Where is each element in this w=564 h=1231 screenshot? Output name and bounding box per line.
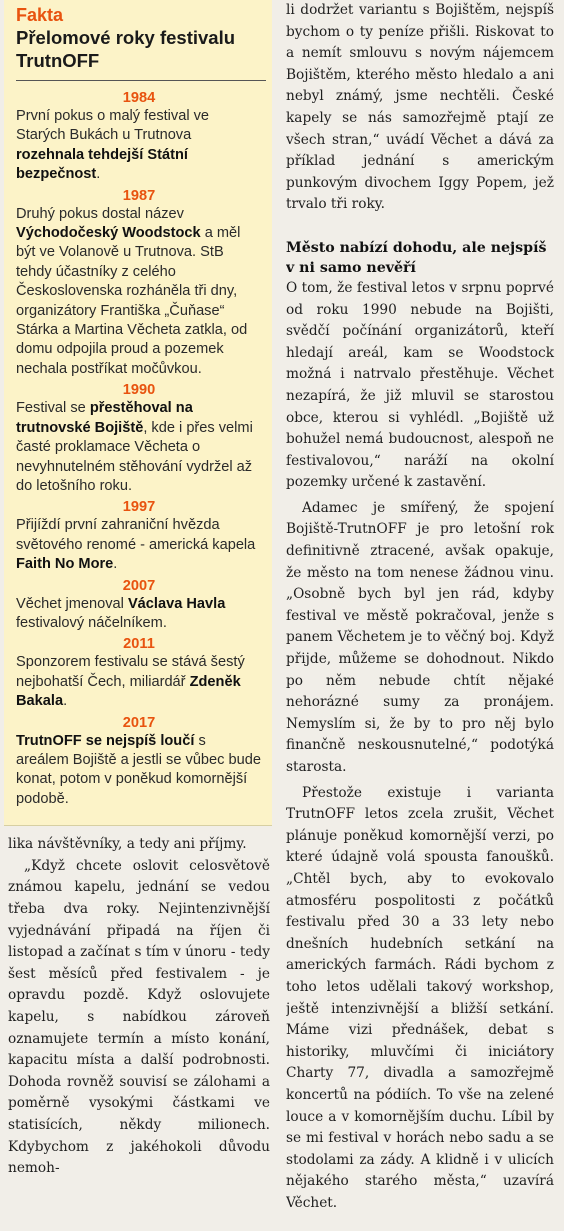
- timeline-year: 2011: [123, 636, 155, 653]
- timeline-text: Festival se přestěhoval na trutnovské Bojiště, kde i přes velmi časté proklamace Věcheta o nevyhnutelném stěhování vydržel až do letošního roku.: [16, 400, 253, 494]
- timeline-entry: [4, 577, 272, 634]
- timeline-entry: [4, 498, 272, 574]
- section-subheading: Město nabízí dohodu, ale nejspíš v ni samo nevěří: [286, 239, 547, 276]
- article-paragraph: lika návštěvníky, a tedy ani příjmy.: [8, 836, 247, 853]
- timeline-text: První pokus o malý festival ve Starých Bukách u Trutnova rozehnala tehdejší Státní bezpečnost.: [16, 108, 210, 183]
- timeline-text: Sponzorem festivalu se stává šestý nejbohatší Čech, miliardář Zdeněk Bakala.: [16, 654, 245, 710]
- timeline-text: Přijíždí první zahraniční hvězda světového renomé - americká kapela Faith No More.: [16, 517, 256, 573]
- left-column: [0, 0, 276, 1231]
- timeline-entry: [4, 187, 272, 380]
- fakta-header: [4, 0, 272, 72]
- fakta-box: [4, 0, 272, 826]
- article-paragraph: O tom, že festival letos v srpnu poprvé od roku 1990 nebude na Bojišti, svědčí počínání organizátorů, kteří hledají areál, kam se Woodstock možná i natrvalo přestěhuje. Věchet nezapírá, že již mluvil se starostou obce, kterou si vyhlédl. „Bojiště už bohužel nemá budoucnost, alespoň ne festivalovou,“ naráží na okolní pozemky určené k zastavění.: [286, 279, 554, 491]
- timeline-entry: [4, 714, 272, 810]
- timeline-text: TrutnOFF se nejspíš loučí s areálem Bojiště a jestli se vůbec bude konat, potom v poněkud komornější podobě.: [16, 732, 261, 807]
- timeline-year: 1984: [122, 90, 156, 106]
- timeline-year: 1990: [122, 382, 156, 399]
- article-paragraph: li dodržet variantu s Bojištěm, nejspíš bychom o ty peníze přišli. Riskovat to a nemít smlouvu s novým nájemcem Bojištěm, kterého město hledalo a ani nebyl známý, jsme nechtěli. České kapely se nás samozřejmě ptají ze všech stran,“ uvádí Věchet a dává za příklad jednání s americkým punkovým divochem Iggy Popem, jež trvalo tři roky.: [286, 2, 554, 213]
- timeline-text: Věchet jmenoval Václava Havla festivalový náčelníkem.: [16, 595, 226, 631]
- fakta-divider: [16, 80, 266, 81]
- timeline-year: 2017: [122, 714, 156, 731]
- timeline-entry: [4, 635, 272, 711]
- fakta-title: Přelomové roky festivalu TrutnOFF: [16, 27, 236, 71]
- timeline-text: Druhý pokus dostal název Východočeský Woodstock a měl být ve Volanově u Trutnova. StB tehdy účastníky z celého Československa rozháněla tři dny, organizátory Františka „Čuňase“ Stárka a Martina Věcheta zatkla, od domu odpojila proud a pozemek nechala postříkat močůvkou.: [16, 205, 248, 377]
- article-paragraph: Přestože existuje i varianta TrutnOFF letos zcela zrušit, Věchet plánuje poněkud komornější verzi, po které údajně volá spousta fanoušků. „Chtěl bych, aby to evokovalo atmosféru pospolitosti z počátků festivalu před 30 a 33 lety nebo dnešních hudebních setkání na amerických farmách. Rádi bychom z toho letos udělali takový workshop, ještě intenzivnější a bližší setkání. Máme vizi přednášek, debat s historiky, mluvčími či iniciátory Charty 77, divadla a samozřejmě koncertů na pódiích. To vše na zelené louce a v komornějším duchu. Líbil by se mi festival v horách nebo sadu a se stodolami za zády. A klidně i v ulicích nějakého starého města,“ uzavírá Věchet.: [286, 784, 554, 1211]
- timeline-year: 1997: [122, 499, 156, 516]
- article-paragraph: Adamec je smířený, že spojení Bojiště-TrutnOFF je pro letošní rok definitivně ztracené, avšak opakuje, že město na tom nenese žádnou vinu. „Osobně bych byl jen rád, kdyby festival ve městě pokračoval, jenže s panem Věchetem je to věčný boj. Když přijde, můžeme se dohodnout. Nikdo po něm nebude chtít nějaké nehorázné sumy za pronájem. Nemyslím si, že by to pro něj bylo finančně neskousnutelné,“ podotýká starosta.: [286, 499, 554, 775]
- timeline-entry: [4, 89, 272, 185]
- right-column: [286, 0, 558, 1231]
- timeline-entry: [4, 381, 272, 496]
- timeline-year: 2007: [122, 577, 156, 594]
- fakta-label: Fakta: [16, 5, 64, 25]
- article-paragraph: „Když chcete oslovit celosvětově známou kapelu, jednání se vedou třeba dva roky. Nejintenzivnější vyjednávání připadá na říjen či listopad a začínat s tím v únoru - tedy šest měsíců před festivalem - je opravdu pozdě. Když oslovujete kapelu, s nabídkou zároveň oznamujete termín a místo konání, kapacitu místa a další podrobnosti. Dohoda rovněž souvisí se zálohami a poměrně vysokými částkami ve statisících, někdy milionech. Kdybychom z jakéhokoli důvodu nemoh-: [8, 857, 270, 1177]
- timeline-year: 1987: [122, 187, 156, 204]
